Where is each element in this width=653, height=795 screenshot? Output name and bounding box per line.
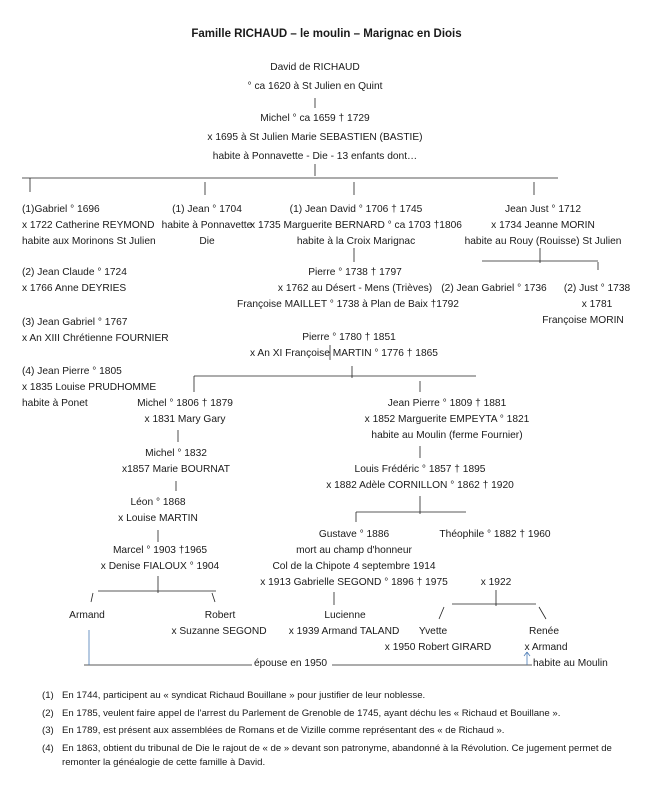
pierre1738-spouse: Françoise MAILLET ° 1738 à Plan de Baix †1792	[237, 299, 459, 310]
renee-marriage: x Armand	[524, 642, 568, 653]
david-name: David de RICHAUD	[270, 62, 360, 73]
jeanjust-marriage: x 1734 Jeanne MORIN	[491, 220, 595, 231]
jeanpierre1805-name: (4) Jean Pierre ° 1805	[22, 366, 122, 377]
michel-note: habite à Ponnavette - Die - 13 enfants dont…	[212, 151, 418, 162]
pierre1780-marriage: x An XI Françoise MARTIN ° 1776 † 1865	[250, 348, 438, 359]
just1738-marriage: x 1781	[581, 299, 613, 310]
jeanclaude-name: (2) Jean Claude ° 1724	[22, 267, 127, 278]
jeangabriel1736-name: (2) Jean Gabriel ° 1736	[441, 283, 547, 294]
jeangabriel1767-marriage: x An XIII Chrétienne FOURNIER	[22, 333, 169, 344]
david-birth: ° ca 1620 à St Julien en Quint	[247, 81, 383, 92]
michel1832-marriage: x1857 Marie BOURNAT	[122, 464, 230, 475]
footnote-number: (2)	[42, 708, 54, 719]
gabriel1696-note: habite aux Morinons St Julien	[22, 236, 156, 247]
yvette-name: Yvette	[418, 626, 448, 637]
lucienne-name: Lucienne	[324, 610, 366, 621]
gabriel1696-marriage: x 1722 Catherine REYMOND	[22, 220, 155, 231]
michel1806-marriage: x 1831 Mary Gary	[144, 414, 226, 425]
footnote-text: En 1789, est présent aux assemblées de Romans et de Vizille comme représentant des « de Richaud ».	[62, 725, 505, 736]
jean1704-note2: Die	[199, 236, 215, 247]
jean1704-name: (1) Jean ° 1704	[172, 204, 242, 215]
jeanpierre1809-marriage: x 1852 Marguerite EMPEYTA ° 1821	[364, 414, 530, 425]
theophile-name: Théophile ° 1882 † 1960	[439, 529, 551, 540]
footnote-text: En 1785, veulent faire appel de l'arrest du Parlement de Grenoble de 1745, ayant déchu les « Richaud et Bouillane ».	[62, 708, 561, 719]
marcel-name: Marcel ° 1903 †1965	[112, 545, 208, 556]
jeanjust-note: habite au Rouy (Rouisse) St Julien	[464, 236, 622, 247]
gabriel1696-name: (1)Gabriel ° 1696	[22, 204, 100, 215]
page-title: Famille RICHAUD – le moulin – Marignac en Diois	[191, 28, 462, 40]
jeanpierre1809-note: habite au Moulin (ferme Fournier)	[371, 430, 523, 441]
habite-moulin-label: habite au Moulin	[533, 658, 608, 669]
jeandavid-note: habite à la Croix Marignac	[296, 236, 416, 247]
footnote-number: (4)	[42, 743, 54, 754]
pierre1780-name: Pierre ° 1780 † 1851	[302, 332, 396, 343]
pierre1738-marriage: x 1762 au Désert - Mens (Trièves)	[277, 283, 433, 294]
footnote-text: En 1863, obtient du tribunal de Die le rajout de « de » devant son patronyme, abandonné à la Révolution. Ce jugement permet de remonter la généalogie de cette famille à David.	[62, 743, 612, 768]
leon-name: Léon ° 1868	[130, 497, 186, 508]
louisfrederic-marriage: x 1882 Adèle CORNILLON ° 1862 † 1920	[326, 480, 514, 491]
gustave-name: Gustave ° 1886	[318, 529, 390, 540]
yvette-marriage: x 1950 Robert GIRARD	[384, 642, 492, 653]
just1738-name: (2) Just ° 1738	[563, 283, 631, 294]
jean1704-note1: habite à Ponnavette	[161, 220, 253, 231]
robert-name: Robert	[204, 610, 236, 621]
marcel-marriage: x Denise FIALOUX ° 1904	[100, 561, 220, 572]
gustave-note2: Col de la Chipote 4 septembre 1914	[272, 561, 436, 572]
footnote-number: (3)	[42, 725, 54, 736]
just1738-spouse: Françoise MORIN	[542, 315, 624, 326]
armand-name: Armand	[69, 610, 105, 621]
michel1832-name: Michel ° 1832	[145, 448, 207, 459]
michel-name: Michel ° ca 1659 † 1729	[260, 113, 370, 124]
jeanpierre1805-marriage: x 1835 Louise PRUDHOMME	[22, 382, 157, 393]
gustave-note1: mort au champ d'honneur	[296, 545, 412, 556]
footnote-text: En 1744, participent au « syndicat Richaud Bouillane » pour justifier de leur noblesse.	[62, 690, 426, 701]
louisfrederic-name: Louis Frédéric ° 1857 † 1895	[354, 464, 486, 475]
footnote-number: (1)	[42, 690, 54, 701]
epouse-label: épouse en 1950	[254, 658, 328, 669]
robert-marriage: x Suzanne SEGOND	[171, 626, 267, 637]
jeanclaude-marriage: x 1766 Anne DEYRIES	[22, 283, 127, 294]
gustave-marriage: x 1913 Gabrielle SEGOND ° 1896 † 1975	[260, 577, 448, 588]
x1922-label: x 1922	[480, 577, 512, 588]
michel-marriage: x 1695 à St Julien Marie SEBASTIEN (BASTIE)	[207, 132, 423, 143]
jeandavid-name: (1) Jean David ° 1706 † 1745	[289, 204, 423, 215]
jeandavid-marriage: x 1735 Marguerite BERNARD ° ca 1703 †1806	[250, 220, 462, 231]
jeanjust-name: Jean Just ° 1712	[504, 204, 582, 215]
jeanpierre1805-note: habite à Ponet	[22, 398, 88, 409]
pierre1738-name: Pierre ° 1738 † 1797	[308, 267, 402, 278]
michel1806-name: Michel ° 1806 † 1879	[137, 398, 233, 409]
jeangabriel1767-name: (3) Jean Gabriel ° 1767	[22, 317, 128, 328]
renee-name: Renée	[528, 626, 560, 637]
leon-marriage: x Louise MARTIN	[118, 513, 198, 524]
lucienne-marriage: x 1939 Armand TALAND	[288, 626, 400, 637]
jeanpierre1809-name: Jean Pierre ° 1809 † 1881	[387, 398, 507, 409]
